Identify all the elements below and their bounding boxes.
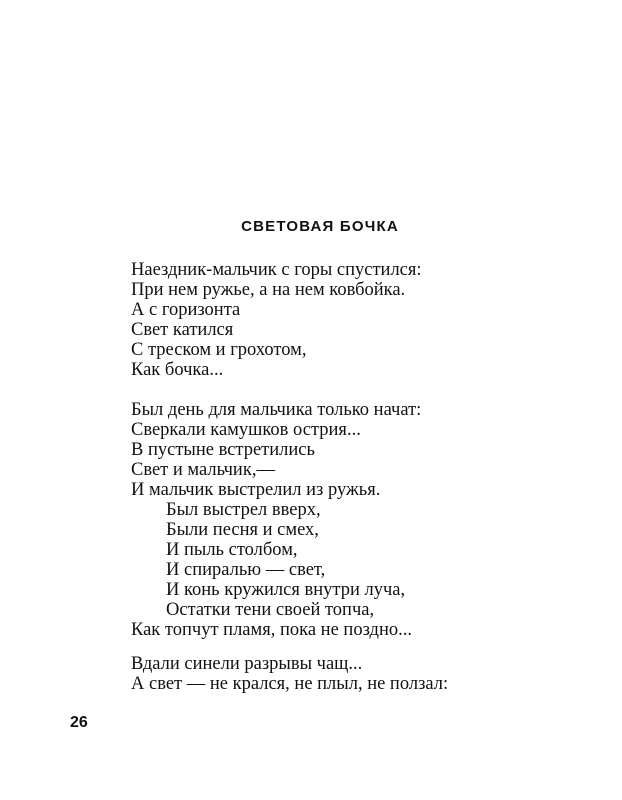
poem-line: Как бочка... <box>131 360 224 380</box>
poem-line: Как топчут пламя, пока не поздно... <box>131 620 412 640</box>
poem-line: В пустыне встретились <box>131 440 315 460</box>
page-number: 26 <box>70 714 88 731</box>
poem-line-indented: И пыль столбом, <box>166 540 298 560</box>
stanza-3 <box>131 654 448 694</box>
poem-line-indented: И конь кружился внутри луча, <box>166 580 406 600</box>
poem-line: Наездник-мальчик с горы спустился: <box>131 260 422 280</box>
poem-line: А свет — не крался, не плыл, не ползал: <box>131 674 449 694</box>
stanza-2 <box>131 400 421 640</box>
poem-title: СВЕТОВАЯ БОЧКА <box>241 218 399 235</box>
poem-line: С треском и грохотом, <box>131 340 307 360</box>
poem-line: При нем ружье, а на нем ковбойка. <box>131 280 406 300</box>
poem-line: Свет и мальчик,— <box>131 460 275 480</box>
poem-line-indented: Остатки тени своей топча, <box>166 600 375 620</box>
stanza-1 <box>131 260 422 380</box>
poem-line: И мальчик выстрелил из ружья. <box>131 480 381 500</box>
poem-line: Свет катился <box>131 320 234 340</box>
poem-line: Сверкали камушков острия... <box>131 420 361 440</box>
poem-line: А с горизонта <box>131 300 241 320</box>
poem-line-indented: И спиралью — свет, <box>166 560 326 580</box>
poem-line: Был день для мальчика только начат: <box>131 400 422 420</box>
poem-line-indented: Были песня и смех, <box>166 520 319 540</box>
poem-line-indented: Был выстрел вверх, <box>166 500 321 520</box>
poem-line: Вдали синели разрывы чащ... <box>131 654 363 674</box>
